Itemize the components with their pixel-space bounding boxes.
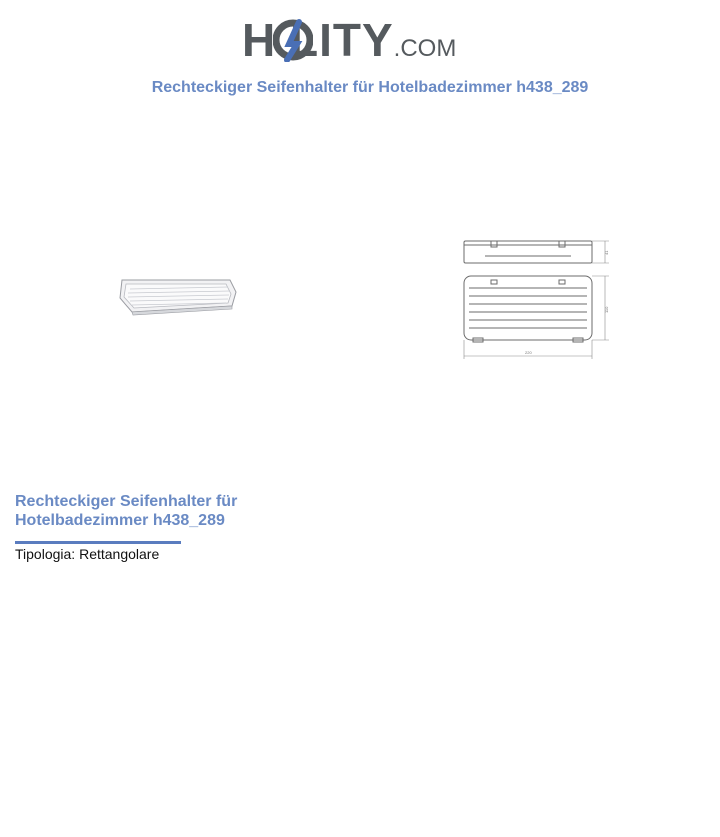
logo-suffix: .COM <box>393 35 457 62</box>
logo-o-icon <box>273 18 313 62</box>
product-name-line-2: Hotelbadezimmer h438_289 <box>15 512 225 529</box>
top-view <box>464 276 592 342</box>
soap-dish-photo <box>112 272 242 322</box>
depth-label: 110 <box>604 306 609 313</box>
spec-typology <box>15 546 159 562</box>
side-view <box>464 241 592 263</box>
holity-logo[interactable] <box>242 12 482 68</box>
title-divider <box>15 541 181 544</box>
width-label: 220 <box>525 350 532 355</box>
technical-drawing <box>455 234 615 364</box>
spec-value: Rettangolare <box>79 546 160 562</box>
logo-brand: H LITY <box>242 14 394 66</box>
spec-label: Tipologia: <box>15 546 76 562</box>
product-name-line-1: Rechteckiger Seifenhalter für <box>15 493 238 510</box>
product-name <box>15 492 275 530</box>
page-title: Rechteckiger Seifenhalter für Hotelbadezimmer h438_289 <box>151 79 589 96</box>
height-label: 41 <box>604 250 609 255</box>
